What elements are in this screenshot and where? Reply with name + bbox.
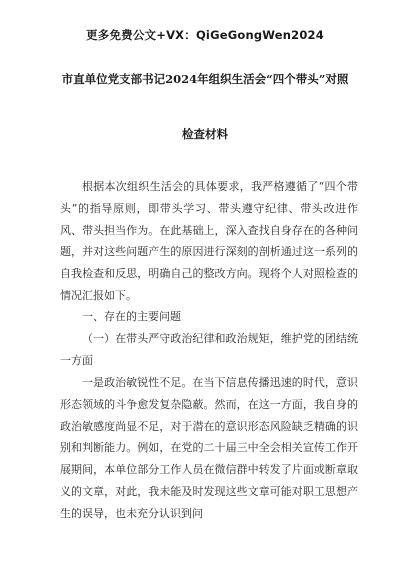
document-title-line-2: 检查材料 — [182, 127, 228, 141]
intro-paragraph: 根据本次组织生活会的具体要求，我严格遵循了“四个带头”的指导原则，即带头学习、带头遵守纪律、带头改进作风、带头担当作为。在此基础上，深入查找自身存在的各种问题，并对这些问题产生的原因进行深刻的剖析通过这一系列的自我检查和反思，明确自己的整改方向。现将个人对照检查的情况汇报如下。 — [60, 180, 358, 302]
body-paragraph: 一是政治敏锐性不足。在当下信息传播迅速的时代，意识形态领域的斗争愈发复杂隐蔽。然而，在这一方面，我自身的政治敏感度尚显不足，对于潜在的意识形态风险缺乏精确的识别和判断能力。例如，在党的二十届三中全会相关宣传工作开展期间，本单位部分工作人员在微信群中转发了片面或断章取义的文章，对此，我未能及时发现这些文章可能对职工思想产生的误导，也未充分认识到问 — [60, 376, 358, 520]
subsection-heading: （一）在带头严守政治纪律和政治规矩，维护党的团结统一方面 — [60, 332, 358, 367]
section-heading-block — [60, 306, 358, 328]
document-title-line-1: 市直单位党支部书记2024年组织生活会“四个带头”对照 — [61, 72, 349, 86]
body-paragraph-block — [60, 372, 358, 525]
subsection-heading-block — [60, 328, 358, 372]
promo-header-text: 更多免费公文+VX：QiGeGongWen2024 — [86, 28, 324, 42]
section-heading: 一、存在的主要问题 — [82, 310, 181, 323]
intro-paragraph-block — [60, 176, 358, 307]
